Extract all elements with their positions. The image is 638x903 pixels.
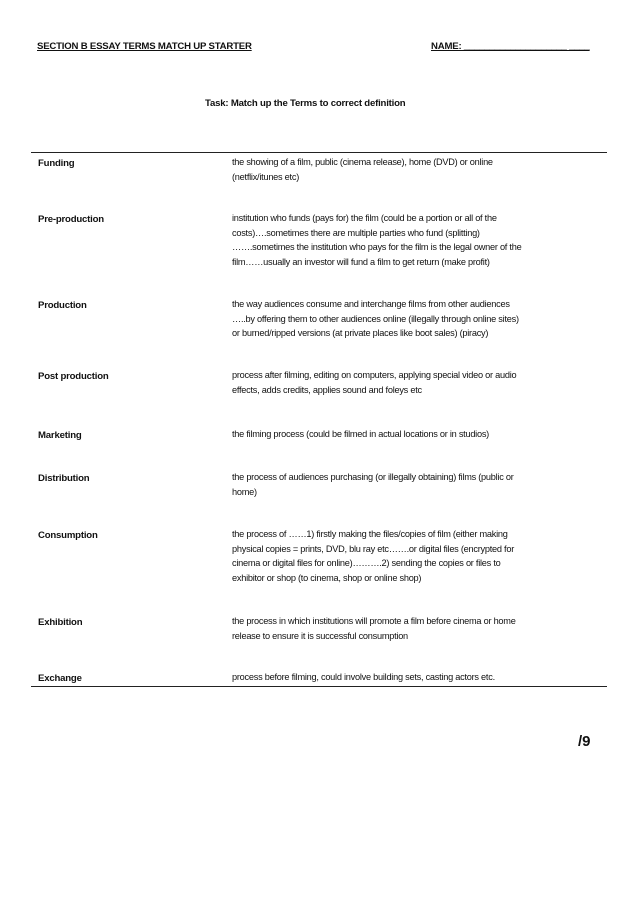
definition-cell: the way audiences consume and interchange films from other audiences …..by offering them to other audiences online (illegally through online sites) or burned/ripped versions (at private places like boot sales) (piracy) xyxy=(232,299,519,339)
match-table xyxy=(31,152,607,687)
definition-cell: the process in which institutions will promote a film before cinema or home release to ensure it is successful consumption xyxy=(232,616,516,641)
score-total: /9 xyxy=(578,733,591,750)
term-cell: Funding xyxy=(38,158,75,169)
definition-cell: the process of ……1) firstly making the files/copies of film (either making physical copies = prints, DVD, blu ray etc…….or digital files (encrypted for cinema or digital files for online)……….2) sending the copies or files to exhibitor or shop (to cinema, shop or online shop) xyxy=(232,529,515,584)
worksheet-title: SECTION B ESSAY TERMS MATCH UP STARTER xyxy=(37,41,252,52)
term-cell: Exhibition xyxy=(38,617,83,628)
definition-cell: the showing of a film, public (cinema release), home (DVD) or online (netflix/itunes etc) xyxy=(232,157,493,182)
term-cell: Marketing xyxy=(38,430,82,441)
term-cell: Consumption xyxy=(38,530,98,541)
term-cell: Distribution xyxy=(38,473,90,484)
definition-cell: institution who funds (pays for) the film (could be a portion or all of the costs)….sometimes there are multiple parties who fund (splitting) …….sometimes the institution who pays for the film is the legal owner of the film……usually an investor will fund a film to get return (make profit) xyxy=(232,213,522,268)
definition-cell: process after filming, editing on computers, applying special video or audio effects, adds credits, applies sound and foleys etc xyxy=(232,370,517,395)
term-cell: Pre-production xyxy=(38,214,104,225)
definition-cell: the filming process (could be filmed in actual locations or in studios) xyxy=(232,429,489,439)
definition-cell: process before filming, could involve building sets, casting actors etc. xyxy=(232,672,495,682)
name-field-label: NAME: ____________________ ____ xyxy=(431,41,590,52)
term-cell: Exchange xyxy=(38,673,82,684)
term-cell: Post production xyxy=(38,371,109,382)
definition-cell: the process of audiences purchasing (or illegally obtaining) films (public or home) xyxy=(232,472,514,497)
term-cell: Production xyxy=(38,300,87,311)
task-instruction: Task: Match up the Terms to correct definition xyxy=(205,98,406,109)
table-row xyxy=(31,153,607,686)
